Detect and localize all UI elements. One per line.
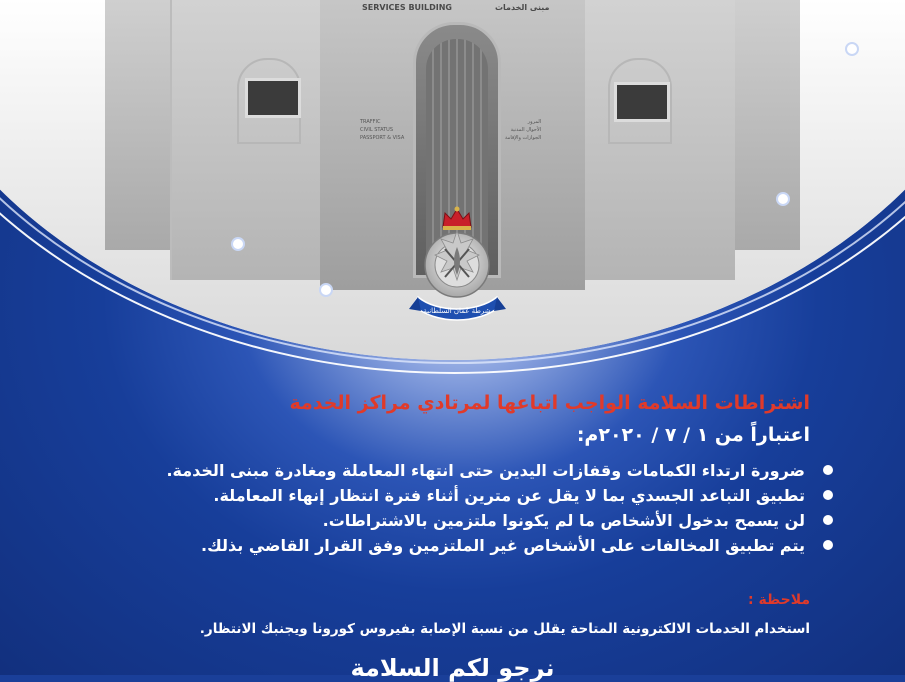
right-services-panel: المرور الأحوال المدنية الجوازات والإقامة [505,119,542,141]
effective-date: اعتباراً من ١ / ٧ / ٢٠٢٠م: [576,424,810,446]
emblem-ribbon-text: شرطة عُمان السلطانية [423,307,491,315]
note-text: استخدام الخدمات الالكترونية المتاحة يقلل من نسبة الإصابة بفيروس كورونا ويجنبك الانتظار. [199,621,810,637]
list-item: تطبيق التباعد الجسدي بما لا يقل عن مترين أثناء فترة انتظار إنهاء المعاملة. [93,483,833,508]
note-label: ملاحظة : [748,592,810,608]
bullet-icon [823,465,833,475]
list-item: يتم تطبيق المخالفات على الأشخاص غير الملتزمين وفق القرار القاضي بذلك. [93,533,833,558]
rules-list [93,458,833,558]
bullet-icon [823,515,833,525]
list-item: لن يسمح بدخول الأشخاص ما لم يكونوا ملتزمين بالاشتراطات. [93,508,833,533]
list-item: ضرورة ارتداء الكمامات وقفازات اليدين حتى انتهاء المعاملة ومغادرة مبنى الخدمة. [93,458,833,483]
bullet-icon [823,490,833,500]
announcement-title: اشتراطات السلامة الواجب اتباعها لمرتادي مراكز الخدمة [289,392,810,414]
closing-message: نرجو لكم السلامة [350,654,555,682]
sign-english: SERVICES BUILDING [362,3,452,12]
left-services-panel: TRAFFIC CIVIL STATUS PASSPORT & VISA [360,119,405,141]
bullet-icon [823,540,833,550]
sign-arabic: مبنى الخدمات [495,3,550,12]
